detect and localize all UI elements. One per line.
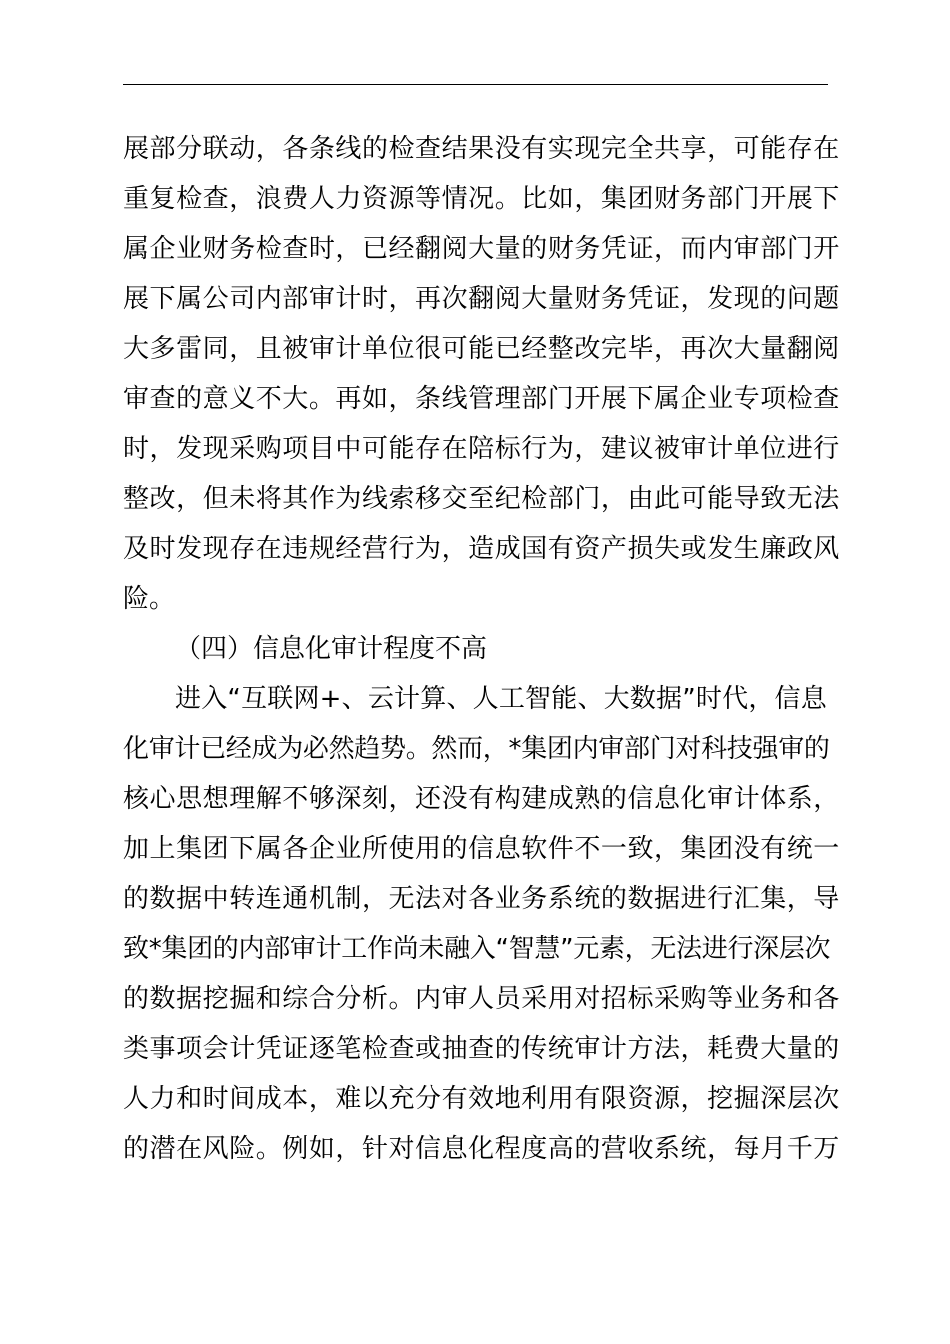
section-heading: [123, 624, 828, 674]
text-line: 人力和时间成本，难以充分有效地利用有限资源，挖掘深层次: [123, 1084, 840, 1114]
text-line: 的数据挖掘和综合分析。内审人员采用对招标采购等业务和各: [123, 984, 840, 1014]
text-line: 大多雷同，且被审计单位很可能已经整改完毕，再次大量翻阅: [123, 334, 840, 364]
text-line: 审查的意义不大。再如，条线管理部门开展下属企业专项检查: [123, 384, 840, 414]
text-line: 整改，但未将其作为线索移交至纪检部门，由此可能导致无法: [123, 484, 840, 514]
text-line: 重复检查，浪费人力资源等情况。比如，集团财务部门开展下: [123, 184, 840, 214]
document-body: [123, 124, 840, 1174]
section-heading-text: （四）信息化审计程度不高: [175, 634, 488, 664]
text-line: 核心思想理解不够深刻，还没有构建成熟的信息化审计体系，: [123, 784, 840, 814]
text-line: 及时发现存在违规经营行为，造成国有资产损失或发生廉政风: [123, 534, 840, 564]
paragraph-information-audit: [123, 674, 840, 1174]
text-line: 类事项会计凭证逐笔检查或抽查的传统审计方法，耗费大量的: [123, 1034, 840, 1064]
text-line: 致*集团的内部审计工作尚未融入“智慧”元素，无法进行深层次: [123, 934, 831, 964]
text-line: 的潜在风险。例如，针对信息化程度高的营收系统，每月千万: [123, 1134, 840, 1164]
text-line: 时，发现采购项目中可能存在陪标行为，建议被审计单位进行: [123, 434, 840, 464]
header-rule: [123, 84, 828, 85]
text-line: 展部分联动，各条线的检查结果没有实现完全共享，可能存在: [123, 134, 840, 164]
paragraph-continuation: [123, 124, 840, 624]
text-line: 属企业财务检查时，已经翻阅大量的财务凭证，而内审部门开: [123, 234, 840, 264]
text-line: 进入“互联网+、云计算、人工智能、大数据”时代，信息: [175, 684, 827, 714]
text-line: 展下属公司内部审计时，再次翻阅大量财务凭证，发现的问题: [123, 284, 840, 314]
text-line: 险。: [123, 584, 176, 614]
text-line: 的数据中转连通机制，无法对各业务系统的数据进行汇集，导: [123, 884, 840, 914]
text-line: 加上集团下属各企业所使用的信息软件不一致，集团没有统一: [123, 834, 840, 864]
text-line: 化审计已经成为必然趋势。然而，*集团内审部门对科技强审的: [123, 734, 830, 764]
